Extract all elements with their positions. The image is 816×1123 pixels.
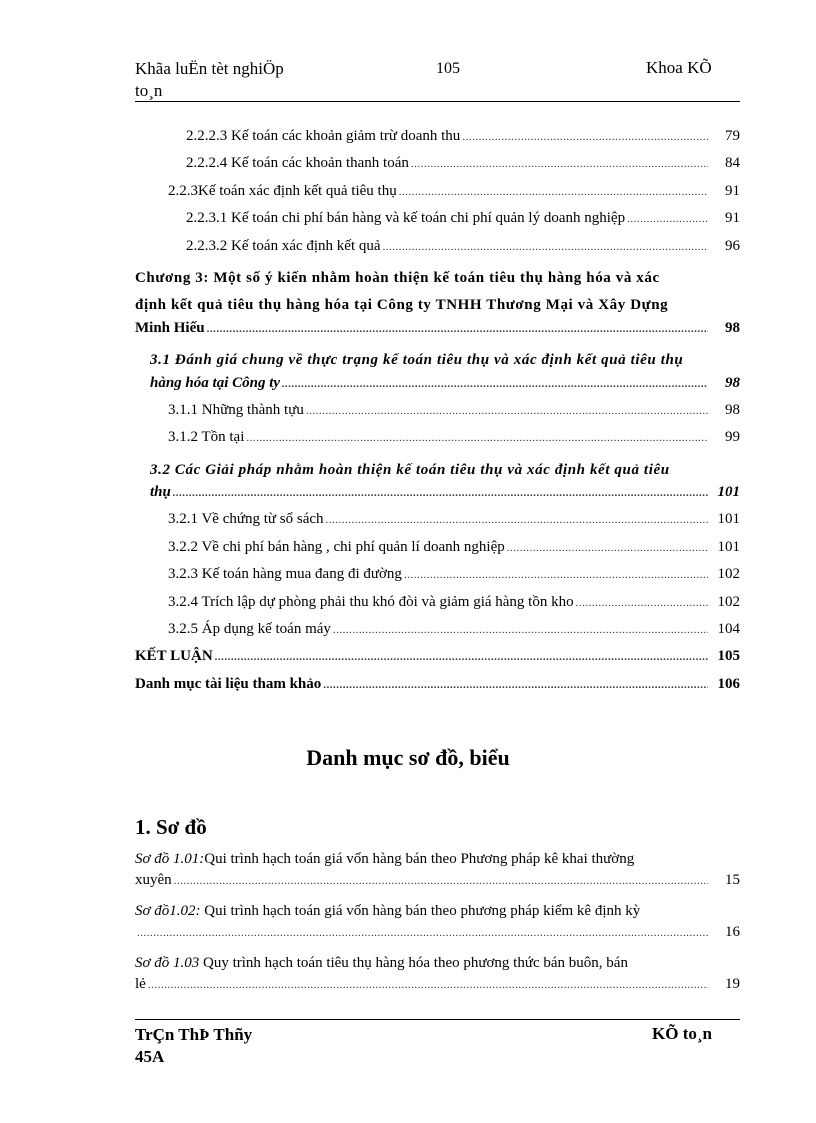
- toc-entry-page: 102: [717, 593, 740, 610]
- header-rule: [135, 101, 740, 102]
- toc-entry: [135, 210, 740, 237]
- toc-leader: [627, 213, 708, 225]
- toc-entry: [135, 566, 740, 593]
- toc-leader: [174, 875, 708, 887]
- toc-entry-text: 2.2.2.3 Kế toán các khoản giảm trừ doanh thu: [186, 128, 461, 144]
- diagram-cont: xuyên: [135, 872, 172, 888]
- toc-leader: [411, 158, 708, 170]
- figures-list-title: Danh mục sơ đồ, biểu: [306, 745, 510, 770]
- toc-entry-page: 102: [717, 566, 740, 583]
- footer-left-line1: TrÇn ThÞ Thñy: [135, 1025, 253, 1044]
- toc-entry-text: 2.2.3.2 Kế toán xác định kết quả: [186, 237, 381, 254]
- toc-entry-text: 3.2.5 Áp dụng kế toán máy: [168, 621, 331, 638]
- toc-entry-text: 3.2.1 Về chứng từ sổ sách: [168, 511, 324, 528]
- toc-entry: [135, 402, 740, 429]
- diagram-list: [135, 846, 740, 1002]
- toc-entry-page: 98: [725, 401, 740, 418]
- toc-section-3-1-line2: hàng hóa tại Công ty: [150, 374, 281, 391]
- toc-conclusion: [135, 648, 740, 675]
- toc-entry: [135, 511, 740, 538]
- header-right: Khoa KÕ: [646, 58, 712, 77]
- toc-leader: [383, 241, 708, 253]
- toc-section-3-2-line2: thụ: [150, 484, 171, 501]
- toc-section-3-2-page: 101: [717, 484, 740, 501]
- diagram-text: Qui trình hạch toán giá vốn hàng bán theo Phương pháp kê khai thường: [204, 851, 635, 867]
- toc-entry-text: 2.2.2.4 Kế toán các khoản thanh toán: [186, 155, 409, 172]
- toc-entry-page: 96: [725, 237, 740, 254]
- footer-right: KÕ to¸n: [652, 1024, 712, 1043]
- toc-leader: [207, 323, 708, 335]
- toc-conclusion-text: KẾT LUẬN: [135, 648, 213, 665]
- diagram-label: Sơ đồ 1.03: [135, 955, 200, 971]
- toc-references: [135, 676, 740, 703]
- toc-entry-page: 79: [725, 128, 740, 144]
- diagram-label: Sơ đồ1.02:: [135, 903, 201, 919]
- toc-chapter-3-line1: Chương 3: Một số ý kiến nhằm hoàn thiện kế toán tiêu thụ hàng hóa và xác: [135, 269, 660, 286]
- diagram-page: 19: [725, 976, 740, 992]
- toc-entry-page: 104: [717, 621, 740, 638]
- toc-section-3-1-page: 98: [725, 374, 740, 391]
- diagram-entry-2-line2: [135, 924, 740, 950]
- toc-entry-text: 3.1.2 Tồn tại: [168, 429, 245, 446]
- diagram-entry-1-line1: [135, 846, 740, 872]
- toc-entry-text: 3.2.2 Về chi phí bán hàng , chi phí quản lí doanh nghiệp: [168, 538, 505, 555]
- header-left-line2: to¸n: [135, 81, 163, 100]
- toc-entry-text: 3.2.3 Kế toán hàng mua đang đi đường: [168, 566, 402, 583]
- toc-leader: [399, 186, 708, 198]
- diagram-text: Qui trình hạch toán giá vốn hàng bán theo phương pháp kiểm kê định kỳ: [200, 903, 641, 919]
- diagram-entry-3-line1: [135, 950, 740, 976]
- toc-references-text: Danh mục tài liệu tham khảo: [135, 675, 322, 692]
- diagram-label: Sơ đồ 1.01:: [135, 851, 205, 867]
- toc-leader: [148, 979, 708, 991]
- toc-entry: [135, 621, 740, 648]
- toc-leader: [326, 514, 708, 526]
- toc-leader: [333, 624, 708, 636]
- header-left-line1: Khãa luËn tèt nghiÖp: [135, 59, 284, 78]
- toc-entry-page: 91: [725, 210, 740, 227]
- toc-entry-text: 3.1.1 Những thành tựu: [168, 401, 304, 418]
- header-page-number: 105: [436, 60, 460, 77]
- toc-references-page: 106: [717, 675, 740, 692]
- toc-leader: [462, 131, 708, 143]
- toc-entry-text: 2.2.3Kế toán xác định kết quả tiêu thụ: [168, 182, 397, 199]
- diagram-text: Quy trình hạch toán tiêu thụ hàng hóa theo phương thức bán buôn, bán: [199, 955, 628, 971]
- toc-leader: [323, 679, 708, 691]
- diagrams-subtitle: 1. Sơ đồ: [135, 815, 207, 839]
- toc-entry: [135, 183, 740, 210]
- toc-leader: [404, 569, 708, 581]
- toc-entry: [135, 429, 740, 456]
- diagram-cont: lẻ: [135, 976, 146, 992]
- toc-entry: [135, 594, 740, 621]
- toc-entry: [135, 539, 740, 566]
- toc-entry-page: 101: [717, 511, 740, 528]
- toc-entry-text: 3.2.4 Trích lập dự phòng phải thu khó đòi và giảm giá hàng tồn kho: [168, 593, 574, 610]
- toc-chapter-3: [135, 265, 740, 347]
- toc-leader: [576, 597, 708, 609]
- toc-section-3-1-line1: 3.1 Đánh giá chung về thực trạng kế toán tiêu thụ và xác định kết quả tiêu thụ: [150, 352, 684, 369]
- toc-leader: [306, 405, 708, 417]
- footer-left: [135, 1024, 252, 1068]
- toc-leader: [246, 432, 708, 444]
- diagram-entry-2-line1: [135, 898, 740, 924]
- table-of-contents: [135, 128, 740, 703]
- toc-leader: [215, 651, 708, 663]
- toc-section-3-2: [135, 457, 740, 512]
- toc-leader: [507, 542, 708, 554]
- toc-chapter-3-page: 98: [725, 319, 740, 336]
- toc-section-3-2-line1: 3.2 Các Giải pháp nhằm hoàn thiện kế toán tiêu thụ và xác định kết quả tiêu: [150, 461, 670, 478]
- toc-entry: [135, 238, 740, 265]
- toc-leader: [137, 927, 708, 939]
- toc-entry-text: 2.2.3.1 Kế toán chi phí bán hàng và kế toán chi phí quản lý doanh nghiệp: [186, 210, 626, 227]
- diagram-entry-3-line2: [135, 976, 740, 1002]
- toc-conclusion-page: 105: [717, 648, 740, 665]
- toc-entry-page: 91: [725, 182, 740, 199]
- toc-section-3-1: [135, 347, 740, 402]
- footer-rule: [135, 1019, 740, 1020]
- toc-leader: [282, 378, 708, 390]
- diagram-page: 15: [725, 872, 740, 888]
- header-left: [135, 58, 284, 102]
- toc-leader: [173, 487, 708, 499]
- toc-entry-page: 99: [725, 429, 740, 446]
- toc-entry: [135, 128, 740, 155]
- toc-entry-page: 101: [717, 538, 740, 555]
- diagram-entry-1-line2: [135, 872, 740, 898]
- toc-entry-page: 84: [725, 155, 740, 172]
- toc-chapter-3-line2: định kết quả tiêu thụ hàng hóa tại Công ty TNHH Thương Mại và Xây Dựng: [135, 297, 669, 314]
- footer-left-line2: 45A: [135, 1047, 165, 1066]
- toc-chapter-3-line3: Minh Hiếu: [135, 319, 205, 336]
- toc-entry: [135, 155, 740, 182]
- diagram-page: 16: [725, 924, 740, 940]
